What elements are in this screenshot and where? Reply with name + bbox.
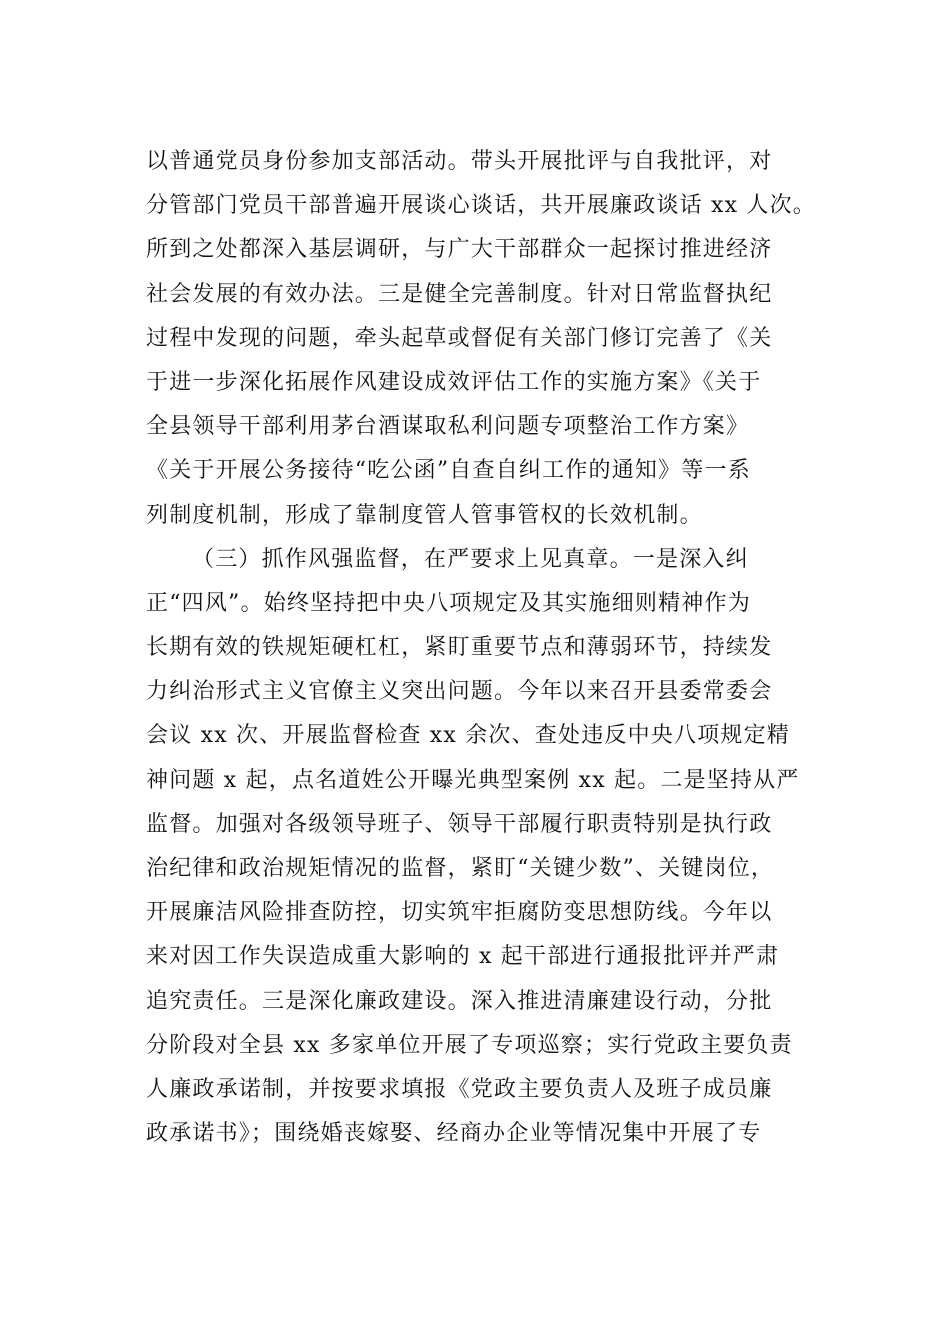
text-line: 长期有效的铁规矩硬杠杠，紧盯重要节点和薄弱环节，持续发	[146, 635, 773, 661]
section-heading-line: （三）抓作风强监督，在严要求上见真章。一是深入纠	[192, 546, 749, 572]
text-line: 《关于开展公务接待“吃公函”自查自纠工作的通知》等一系	[146, 458, 751, 484]
text-line: 追究责任。三是深化廉政建设。深入推进清廉建设行动，分批	[146, 988, 773, 1014]
text-line: 所到之处都深入基层调研，与广大干部群众一起探讨推进经济	[146, 237, 773, 263]
text-line: 全县领导干部利用茅台酒谋取私利问题专项整治工作方案》	[146, 414, 750, 440]
text-line: 社会发展的有效办法。三是健全完善制度。针对日常监督执纪	[146, 281, 773, 307]
text-line: 力纠治形式主义官僚主义突出问题。今年以来召开县委常委会	[146, 679, 773, 705]
text-line: 政承诺书》；围绕婚丧嫁娶、经商办企业等情况集中开展了专	[146, 1121, 762, 1147]
text-line: 来对因工作失误造成重大影响的 x 起干部进行通报批评并严肃	[146, 944, 780, 970]
text-line: 监督。加强对各级领导班子、领导干部履行职责特别是执行政	[146, 811, 773, 837]
text-line: 以普通党员身份参加支部活动。带头开展批评与自我批评，对	[146, 149, 773, 174]
text-line: 治纪律和政治规矩情况的监督，紧盯“关键少数”、关键岗位，	[146, 856, 775, 881]
text-line: 列制度机制，形成了靠制度管人管事管权的长效机制。	[146, 502, 703, 528]
text-line: 神问题 x 起，点名道姓公开曝光典型案例 xx 起。二是坚持从严	[146, 767, 800, 793]
text-line: 过程中发现的问题，牵头起草或督促有关部门修订完善了《关	[146, 325, 773, 351]
text-line: 会议 xx 次、开展监督检查 xx 余次、查处违反中央八项规定精	[146, 723, 791, 749]
text-line: 人廉政承诺制，并按要求填报《党政主要负责人及班子成员廉	[146, 1076, 773, 1102]
document-body	[146, 140, 826, 1156]
text-line: 分阶段对全县 xx 多家单位开展了专项巡察；实行党政主要负责	[146, 1032, 793, 1058]
text-line: 于进一步深化拓展作风建设成效评估工作的实施方案》《关于	[146, 369, 762, 395]
text-line: 正“四风”。始终坚持把中央八项规定及其实施细则精神作为	[146, 590, 751, 616]
text-line: 分管部门党员干部普遍开展谈心谈话，共开展廉政谈话 xx 人次。	[146, 193, 817, 219]
text-line: 开展廉洁风险排查防控，切实筑牢拒腐防变思想防线。今年以	[146, 900, 773, 926]
